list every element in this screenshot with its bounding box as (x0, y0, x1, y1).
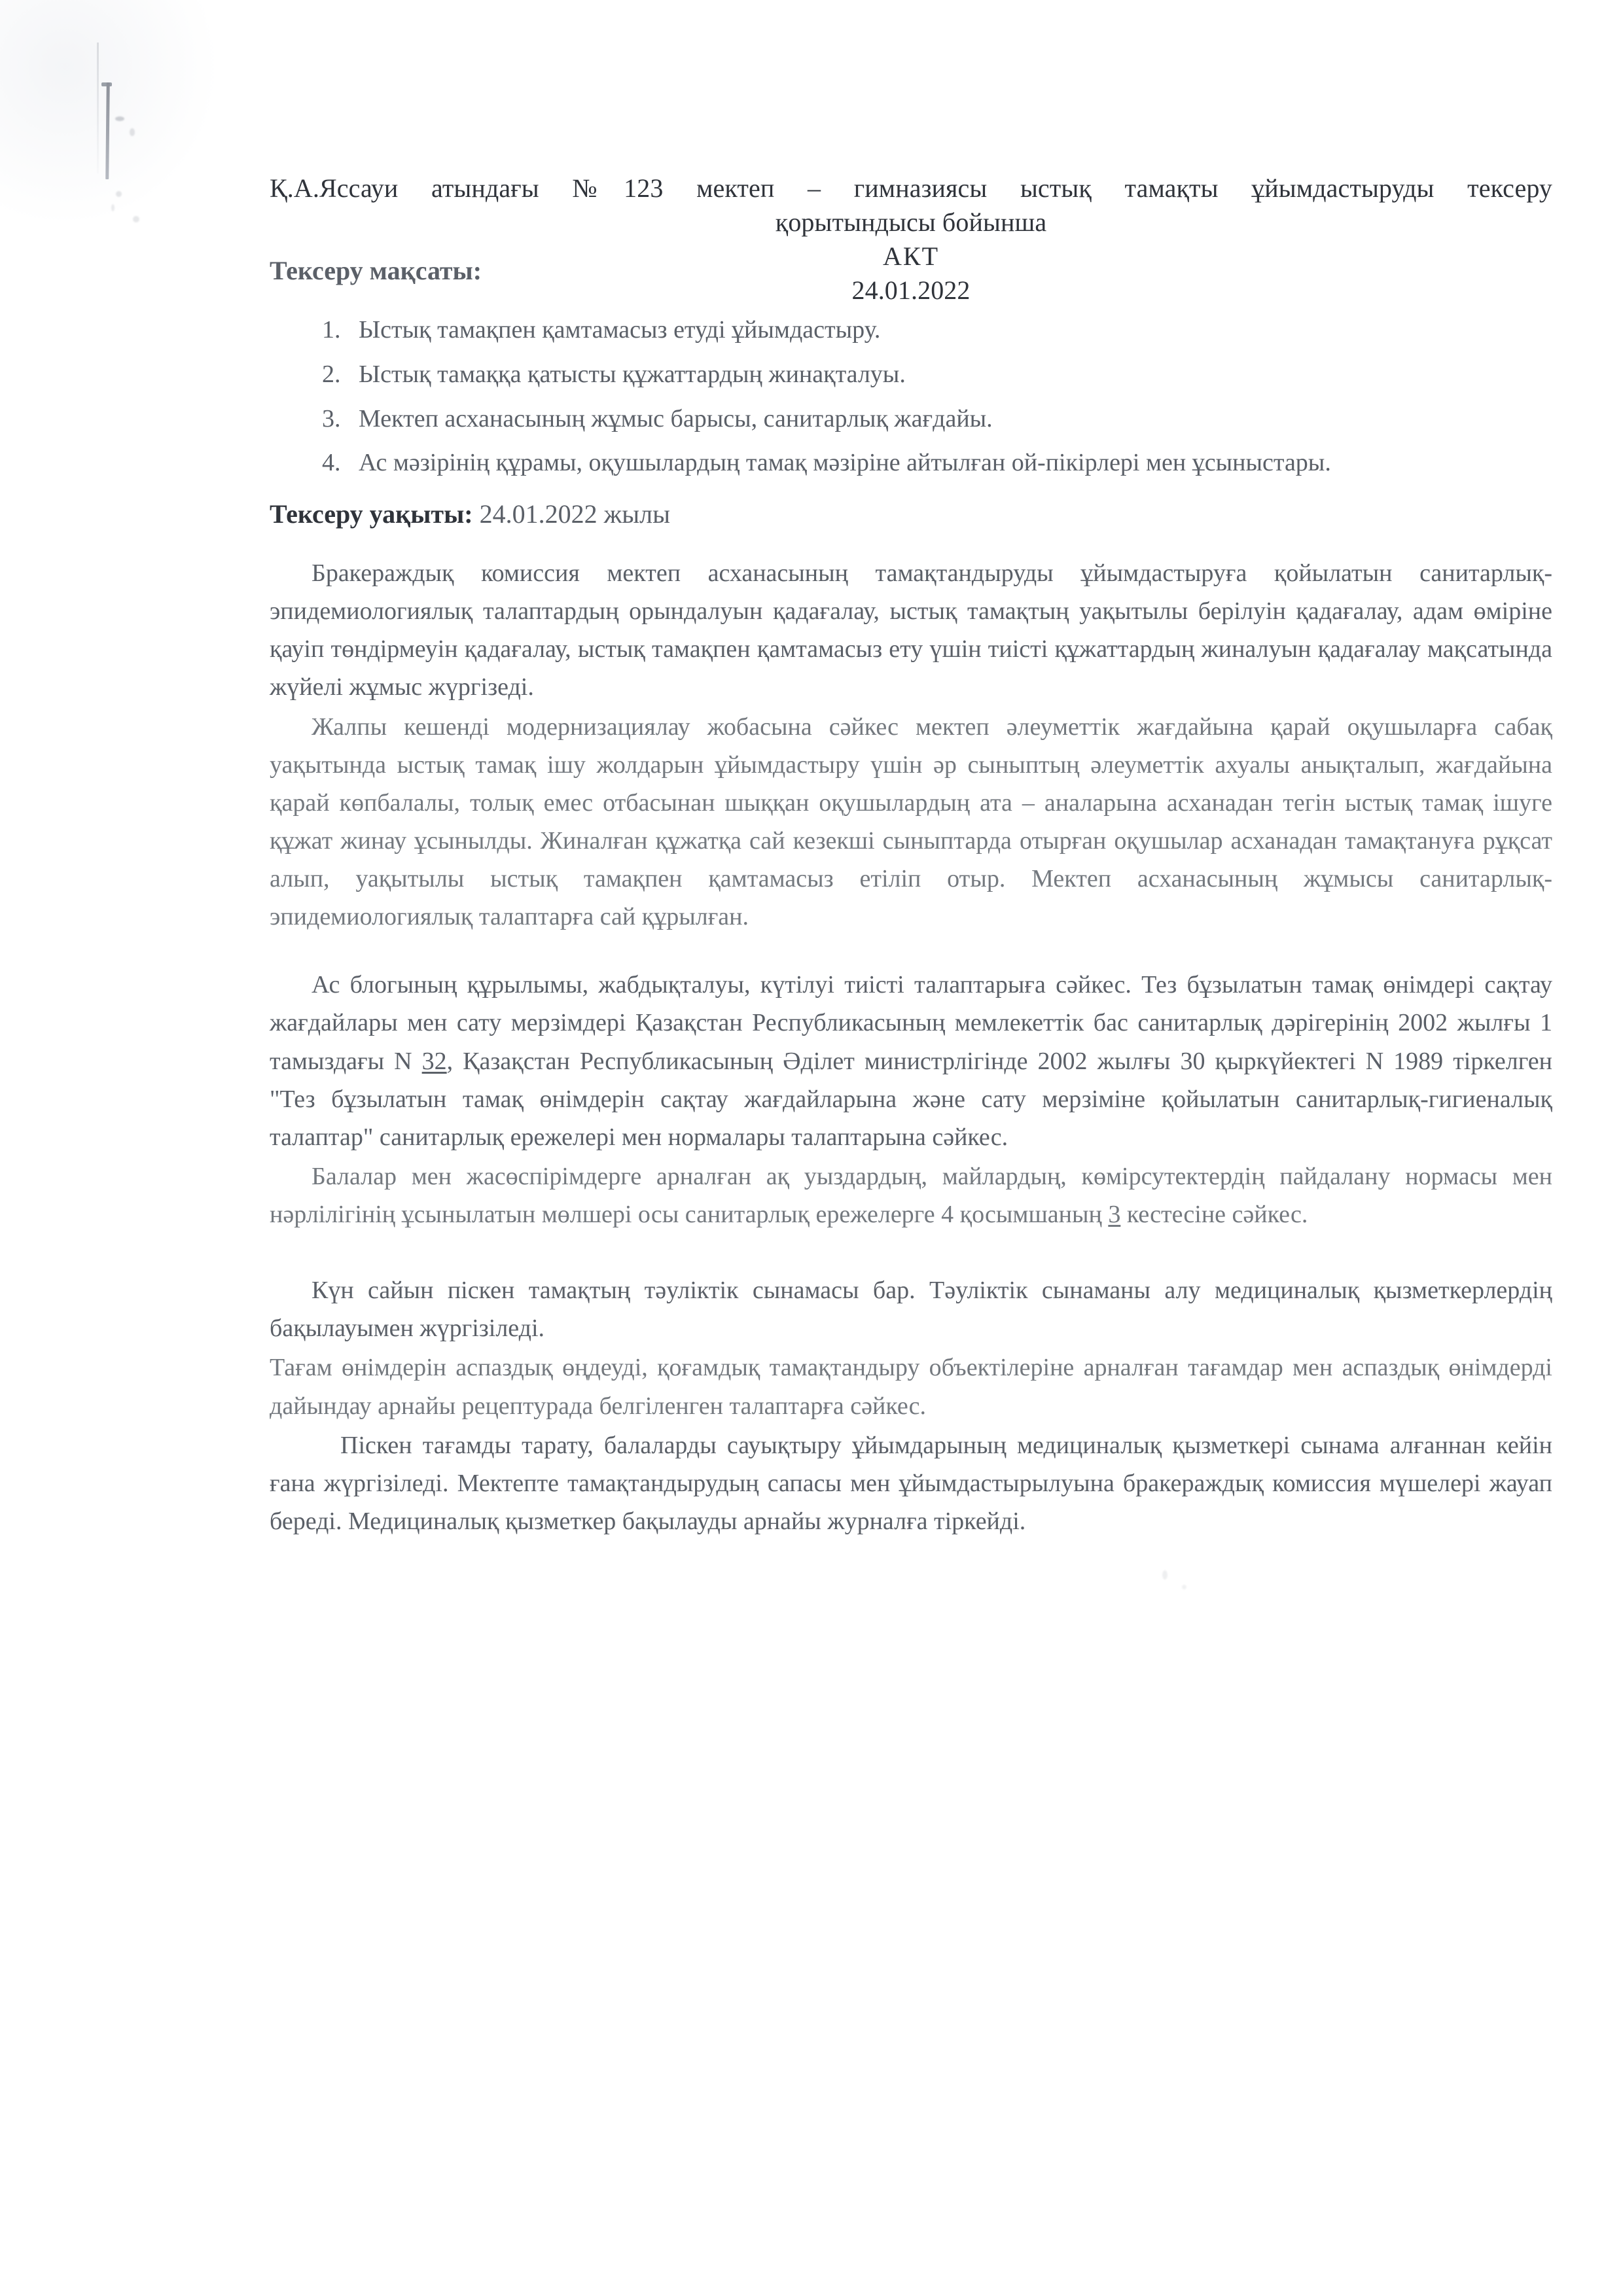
list-item: 1. Ыстық тамақпен қамтамасыз етуді ұйымдастыру. (347, 311, 1552, 349)
inspection-time-value: 24.01.2022 жылы (479, 499, 670, 529)
inspection-time-label: Тексеру уақыты: (270, 499, 473, 529)
scan-fold-line (97, 43, 99, 173)
list-item: 2. Ыстық тамаққа қатысты құжаттардың жинақталуы. (347, 356, 1552, 394)
staple-mark-head (101, 82, 112, 86)
paragraph-nutrition-norms (270, 1157, 1552, 1233)
title-line-2: қорытындысы бойынша (775, 207, 1047, 237)
paragraph-distribution-responsibility: Піскен тағамды тарату, балаларды сауықтыру ұйымдарының медициналық қызметкері сынама алғаннан кейін ғана жүргізіледі. Мектепте тамақтандырудың сапасы мен ұйымдастырылуына бракераждық комиссия мүшелері жауап береді. Медициналық қызметкер бақылауды арнайы журналға тіркейді. (270, 1431, 1552, 1535)
paragraph-culinary-processing: Тағам өнімдерін аспаздық өңдеуді, қоғамдық тамақтандыру объектілеріне арналған тағамдар мен аспаздық өнімдерді дайындау арнайы рецептурада белгіленген талаптарға сәйкес. (270, 1354, 1552, 1420)
paragraph-modernization-project: Жалпы кешенді модернизациялау жобасына сәйкес мектеп әлеуметтік жағдайына қарай оқушыларға сабақ уақытында ыстық тамақ ішу жолдарын ұйымдастыру үшін әр сыныптың әлеуметтік ахуалы анықталып, жағдайына қарай көпбалалы, толық емес отбасынан шыққан оқушылардың ата – аналарына асханадан тегін ыстық тамақ ішуге құжат жинау ұсынылды. Жиналған құжатқа сай кезекші сыныптарда отырған оқушылар асханадан тамақтануға рұқсат алып, уақытылы ыстық тамақпен қамтамасыз етіліп отыр. Мектеп асханасының жұмысы санитарлық-эпидемиологиялық талаптарға сай құрылған. (270, 713, 1552, 931)
staple-mark (105, 82, 110, 179)
regulation-reference-32: 32 (421, 1047, 447, 1075)
ink-smudge (111, 204, 115, 211)
nutrition-text-after-ref: кестесіне сәйкес. (1120, 1201, 1308, 1228)
nutrition-text-before-ref: Балалар мен жасөспірімдерге арналған ақ уыздардың, майлардың, көмірсутектердің пайдалану нормасы мен нәрлілігінің ұсынылатын мөлшері осы санитарлық ережелерге 4 қосымшаның (270, 1162, 1552, 1228)
ink-smudge (130, 128, 135, 136)
ink-smudge (1182, 1585, 1186, 1589)
act-date: 24.01.2022 (851, 275, 971, 305)
paragraph-food-block-text-after-ref: , Қазақстан Республикасының Әділет министрлігінде 2002 жылғы 30 қыркүйектегі N 1989 тіркелген "Тез бұзылатын тамақ өнімдерін сақтау жағдайларына және сату мерзіміне қойылатын санитарлық-гигиеналық талаптар" санитарлық ережелері мен нормалары талаптарына сәйкес. (270, 1047, 1552, 1151)
paragraph-food-block-requirements (270, 966, 1552, 1156)
paragraph-food-block-text-before-ref: Ас блогының құрылымы, жабдықталуы, күтілуі тиісті талаптарыға сәйкес. Тез бұзылатын тамақ өнімдері сақтау жағдайлары мен сату мерзімдері Қазақстан Республикасының мемлекеттік бас санитарлық дәрігерінің 2002 жылғы 1 тамыздағы N (270, 971, 1552, 1075)
document-body (270, 171, 1552, 1542)
paragraph-daily-sample: Күн сайын піскен тамақтың тәуліктік сынамасы бар. Тәуліктік сынаманы алу медициналық қызметкерлердің бақылауымен жүргізіледі. (270, 1277, 1552, 1343)
inspection-time-line (270, 497, 1552, 532)
table-reference-3: 3 (1108, 1201, 1121, 1228)
ink-smudge (115, 116, 124, 121)
list-item: 3. Мектеп асханасының жұмыс барысы, санитарлық жағдайы. (347, 400, 1552, 438)
paragraph-commission-duties: Бракераждық комиссия мектеп асханасының тамақтандыруды ұйымдастыруға қойылатын санитарлық-эпидемиологиялық талаптардың орындалуын қадағалау, ыстық тамақтың уақытылы берілуін қадағалау, адам өміріне қауіп төндірмеуін қадағалау, ыстық тамақпен қамтамасыз ету үшін тиісті құжаттардың жиналуын қадағалау мақсатында жүйелі жұмыс жүргізеді. (270, 559, 1552, 701)
purpose-heading: Тексеру мақсаты: (270, 256, 482, 285)
act-label: АКТ (883, 241, 939, 271)
ink-smudge (116, 191, 122, 197)
scan-shadow-wash (0, 0, 216, 222)
title-line-1: Қ.А.Яссауи атындағы №123 мектеп – гимназиясы ыстық тамақты ұйымдастыруды тексеру (270, 173, 1552, 203)
purpose-list (270, 311, 1552, 482)
list-item: 4. Ас мәзірінің құрамы, оқушылардың тамақ мәзіріне айтылған ой-пікірлері мен ұсыныстары. (347, 444, 1552, 482)
ink-smudge (1162, 1570, 1168, 1580)
ink-smudge (133, 216, 139, 222)
